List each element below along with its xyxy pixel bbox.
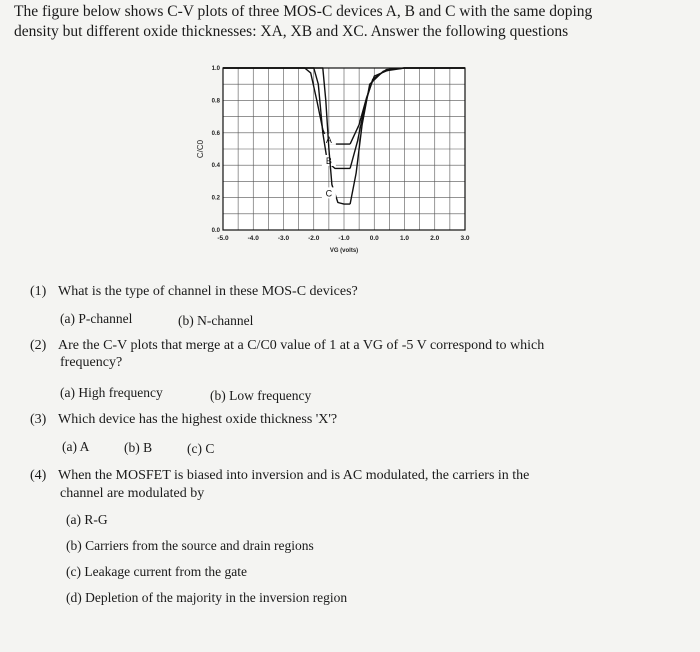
x-tick-label: -1.0 xyxy=(338,235,350,242)
question-4-option-b: (b) Carriers from the source and drain regions xyxy=(66,538,314,553)
y-tick-label: 0.6 xyxy=(211,130,220,137)
question-3-option-c: (c) C xyxy=(187,441,215,456)
question-4-option-a: (a) R-G xyxy=(66,512,108,527)
curve-label-a: A xyxy=(325,134,332,145)
x-tick-label: -4.0 xyxy=(247,235,259,242)
y-axis-label: C/C0 xyxy=(196,139,205,159)
x-tick-label: -2.0 xyxy=(308,235,320,242)
y-tick-label: 0.0 xyxy=(211,228,220,234)
question-1-text: What is the type of channel in these MOS-C devices? xyxy=(58,284,358,299)
question-1 xyxy=(30,283,670,301)
question-1-option-b: (b) N-channel xyxy=(178,313,254,328)
y-tick-label: 0.2 xyxy=(211,195,220,202)
cv-plot-figure xyxy=(195,58,485,268)
x-axis-label: VG (volts) xyxy=(329,248,359,254)
question-1-number: (1) xyxy=(30,284,47,299)
x-tick-label: 3.0 xyxy=(460,235,470,242)
question-4-option-c: (c) Leakage current from the gate xyxy=(66,564,248,579)
curve-label-b: B xyxy=(325,155,332,166)
question-4-text: When the MOSFET is biased into inversion and is AC modulated, the carriers in the xyxy=(58,468,530,483)
question-2-text: Are the C-V plots that merge at a C/C0 value of 1 at a VG of -5 V correspond to which xyxy=(58,338,545,353)
question-2 xyxy=(30,337,680,355)
question-4-text-cont: channel are modulated by xyxy=(60,486,205,501)
question-3-number: (3) xyxy=(30,412,47,427)
y-tick-label: 1.0 xyxy=(211,66,220,72)
question-4-option-d: (d) Depletion of the majority in the inversion region xyxy=(66,590,348,605)
intro-line-2: density but different oxide thicknesses: XA, XB and XC. Answer the following questions xyxy=(14,23,569,40)
x-tick-label: 1.0 xyxy=(399,235,410,242)
question-4-number: (4) xyxy=(30,468,47,483)
x-tick-label: -3.0 xyxy=(277,235,290,242)
question-3-text: Which device has the highest oxide thickness 'X'? xyxy=(58,412,338,427)
y-tick-label: 0.4 xyxy=(211,163,220,170)
question-4 xyxy=(30,467,680,485)
cv-plot xyxy=(195,58,485,268)
question-2-number: (2) xyxy=(30,338,47,353)
y-tick-label: 0.8 xyxy=(211,98,220,105)
question-2-text-cont: frequency? xyxy=(60,355,123,370)
x-tick-label: 0.0 xyxy=(369,235,379,242)
question-3 xyxy=(30,411,670,429)
intro-line-1: The figure below shows C-V plots of three MOS-C devices A, B and C with the same doping xyxy=(14,3,593,20)
question-2-option-a: (a) High frequency xyxy=(60,385,163,400)
question-3-option-b: (b) B xyxy=(124,440,153,455)
x-tick-label: -5.0 xyxy=(217,235,229,242)
x-tick-label: 2.0 xyxy=(430,235,440,242)
curve-label-c: C xyxy=(325,188,333,199)
question-3-option-a: (a) A xyxy=(62,439,90,454)
question-1-option-a: (a) P-channel xyxy=(60,311,133,326)
intro-paragraph xyxy=(14,2,684,42)
question-2-option-b: (b) Low frequency xyxy=(210,388,312,403)
